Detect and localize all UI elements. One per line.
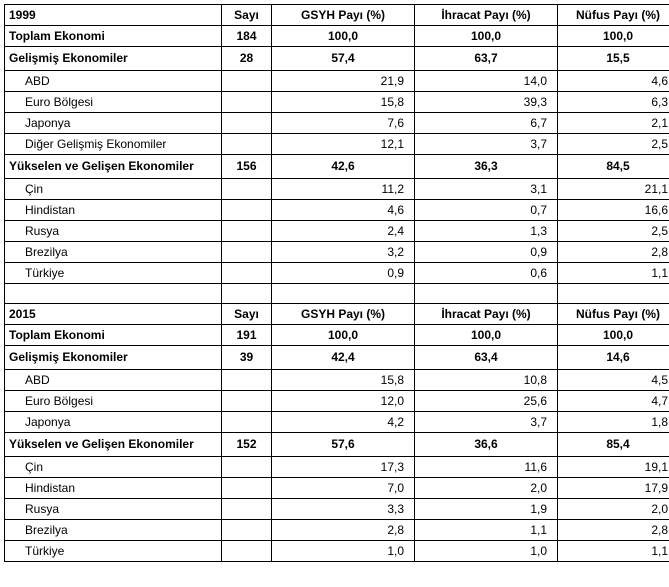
row-name: Brezilya — [5, 520, 222, 541]
row-gdp: 4,2 — [272, 412, 415, 433]
row-exports: 11,6 — [415, 457, 558, 478]
row-population: 4,5 — [558, 370, 669, 391]
row-gdp: 2,8 — [272, 520, 415, 541]
row-exports: 10,8 — [415, 370, 558, 391]
table-row — [5, 71, 669, 92]
row-count — [222, 520, 272, 541]
year-label: 1999 — [5, 5, 222, 26]
row-gdp: 21,9 — [272, 71, 415, 92]
row-gdp: 0,9 — [272, 263, 415, 284]
row-gdp: 42,4 — [272, 346, 415, 370]
table-row — [5, 541, 669, 562]
row-exports: 100,0 — [415, 325, 558, 346]
row-count — [222, 92, 272, 113]
row-name: Euro Bölgesi — [5, 391, 222, 412]
row-gdp: 11,2 — [272, 179, 415, 200]
row-exports: 0,9 — [415, 242, 558, 263]
row-population: 84,5 — [558, 155, 669, 179]
row-gdp: 7,6 — [272, 113, 415, 134]
row-population: 19,1 — [558, 457, 669, 478]
row-gdp: 100,0 — [272, 325, 415, 346]
row-population: 2,8 — [558, 242, 669, 263]
row-exports: 3,7 — [415, 134, 558, 155]
row-population: 17,9 — [558, 478, 669, 499]
row-count — [222, 242, 272, 263]
row-gdp: 12,0 — [272, 391, 415, 412]
row-population: 6,3 — [558, 92, 669, 113]
row-gdp: 2,4 — [272, 221, 415, 242]
table-row — [5, 134, 669, 155]
row-exports: 1,0 — [415, 541, 558, 562]
row-population: 2,0 — [558, 499, 669, 520]
row-population: 1,8 — [558, 412, 669, 433]
table-row — [5, 346, 669, 370]
table-row — [5, 113, 669, 134]
row-exports: 63,7 — [415, 47, 558, 71]
row-name: Çin — [5, 457, 222, 478]
row-population: 100,0 — [558, 325, 669, 346]
population-header: Nüfus Payı (%) — [558, 5, 669, 26]
spacer-cell — [222, 284, 272, 304]
row-population: 21,1 — [558, 179, 669, 200]
row-exports: 36,3 — [415, 155, 558, 179]
row-count — [222, 200, 272, 221]
row-exports: 1,1 — [415, 520, 558, 541]
row-exports: 0,7 — [415, 200, 558, 221]
row-population: 2,1 — [558, 113, 669, 134]
row-population: 1,1 — [558, 541, 669, 562]
row-exports: 3,1 — [415, 179, 558, 200]
row-name: Çin — [5, 179, 222, 200]
row-exports: 100,0 — [415, 26, 558, 47]
row-population: 14,6 — [558, 346, 669, 370]
row-count — [222, 134, 272, 155]
economy-share-table-wrapper — [4, 4, 669, 562]
row-name: Yükselen ve Gelişen Ekonomiler — [5, 433, 222, 457]
row-name: Yükselen ve Gelişen Ekonomiler — [5, 155, 222, 179]
table-row — [5, 325, 669, 346]
row-population: 2,5 — [558, 221, 669, 242]
row-gdp: 7,0 — [272, 478, 415, 499]
row-name: Hindistan — [5, 478, 222, 499]
row-gdp: 12,1 — [272, 134, 415, 155]
row-gdp: 42,6 — [272, 155, 415, 179]
row-count: 184 — [222, 26, 272, 47]
row-gdp: 1,0 — [272, 541, 415, 562]
row-gdp: 57,4 — [272, 47, 415, 71]
row-count — [222, 370, 272, 391]
row-count — [222, 412, 272, 433]
row-name: Gelişmiş Ekonomiler — [5, 47, 222, 71]
row-gdp: 15,8 — [272, 370, 415, 391]
row-population: 85,4 — [558, 433, 669, 457]
row-exports: 3,7 — [415, 412, 558, 433]
row-exports: 36,6 — [415, 433, 558, 457]
year-label: 2015 — [5, 304, 222, 325]
table-row — [5, 520, 669, 541]
spacer-cell — [272, 284, 415, 304]
row-count — [222, 499, 272, 520]
row-name: Rusya — [5, 499, 222, 520]
row-count — [222, 478, 272, 499]
row-name: Euro Bölgesi — [5, 92, 222, 113]
row-name: Toplam Ekonomi — [5, 325, 222, 346]
gdp-header: GSYH Payı (%) — [272, 304, 415, 325]
population-header: Nüfus Payı (%) — [558, 304, 669, 325]
row-count — [222, 457, 272, 478]
row-name: Japonya — [5, 113, 222, 134]
spacer-cell — [415, 284, 558, 304]
row-gdp: 3,3 — [272, 499, 415, 520]
economy-share-table — [4, 4, 669, 562]
row-count — [222, 179, 272, 200]
table-row — [5, 433, 669, 457]
row-count — [222, 113, 272, 134]
row-count — [222, 221, 272, 242]
row-population: 2,5 — [558, 134, 669, 155]
table-row — [5, 499, 669, 520]
count-header: Sayı — [222, 304, 272, 325]
table-row — [5, 155, 669, 179]
table-row — [5, 263, 669, 284]
row-population: 15,5 — [558, 47, 669, 71]
gdp-header: GSYH Payı (%) — [272, 5, 415, 26]
row-count: 39 — [222, 346, 272, 370]
exports-header: İhracat Payı (%) — [415, 304, 558, 325]
table-row — [5, 391, 669, 412]
row-count: 152 — [222, 433, 272, 457]
row-count — [222, 391, 272, 412]
row-name: Türkiye — [5, 541, 222, 562]
row-name: Türkiye — [5, 263, 222, 284]
row-name: Toplam Ekonomi — [5, 26, 222, 47]
row-count: 156 — [222, 155, 272, 179]
row-gdp: 100,0 — [272, 26, 415, 47]
row-gdp: 17,3 — [272, 457, 415, 478]
row-population: 2,8 — [558, 520, 669, 541]
row-count: 191 — [222, 325, 272, 346]
row-population: 1,1 — [558, 263, 669, 284]
exports-header: İhracat Payı (%) — [415, 5, 558, 26]
row-gdp: 3,2 — [272, 242, 415, 263]
row-name: Diğer Gelişmiş Ekonomiler — [5, 134, 222, 155]
table-row — [5, 92, 669, 113]
row-name: ABD — [5, 370, 222, 391]
row-exports: 63,4 — [415, 346, 558, 370]
row-population: 100,0 — [558, 26, 669, 47]
spacer-cell — [558, 284, 669, 304]
row-exports: 6,7 — [415, 113, 558, 134]
row-exports: 1,9 — [415, 499, 558, 520]
table-row — [5, 221, 669, 242]
row-population: 4,6 — [558, 71, 669, 92]
row-exports: 2,0 — [415, 478, 558, 499]
header-row-1999 — [5, 5, 669, 26]
row-gdp: 4,6 — [272, 200, 415, 221]
table-row — [5, 47, 669, 71]
spacer-row — [5, 284, 669, 304]
row-exports: 1,3 — [415, 221, 558, 242]
table-row — [5, 478, 669, 499]
table-row — [5, 457, 669, 478]
row-population: 16,6 — [558, 200, 669, 221]
count-header: Sayı — [222, 5, 272, 26]
row-population: 4,7 — [558, 391, 669, 412]
row-exports: 39,3 — [415, 92, 558, 113]
row-gdp: 15,8 — [272, 92, 415, 113]
header-row-2015 — [5, 304, 669, 325]
row-exports: 0,6 — [415, 263, 558, 284]
table-row — [5, 370, 669, 391]
row-name: Gelişmiş Ekonomiler — [5, 346, 222, 370]
table-row — [5, 200, 669, 221]
row-name: Japonya — [5, 412, 222, 433]
table-row — [5, 26, 669, 47]
table-row — [5, 242, 669, 263]
row-name: Hindistan — [5, 200, 222, 221]
row-exports: 14,0 — [415, 71, 558, 92]
row-exports: 25,6 — [415, 391, 558, 412]
row-name: Brezilya — [5, 242, 222, 263]
row-gdp: 57,6 — [272, 433, 415, 457]
table-row — [5, 412, 669, 433]
table-row — [5, 179, 669, 200]
row-name: Rusya — [5, 221, 222, 242]
row-count — [222, 541, 272, 562]
spacer-cell — [5, 284, 222, 304]
row-count: 28 — [222, 47, 272, 71]
row-count — [222, 71, 272, 92]
row-count — [222, 263, 272, 284]
row-name: ABD — [5, 71, 222, 92]
